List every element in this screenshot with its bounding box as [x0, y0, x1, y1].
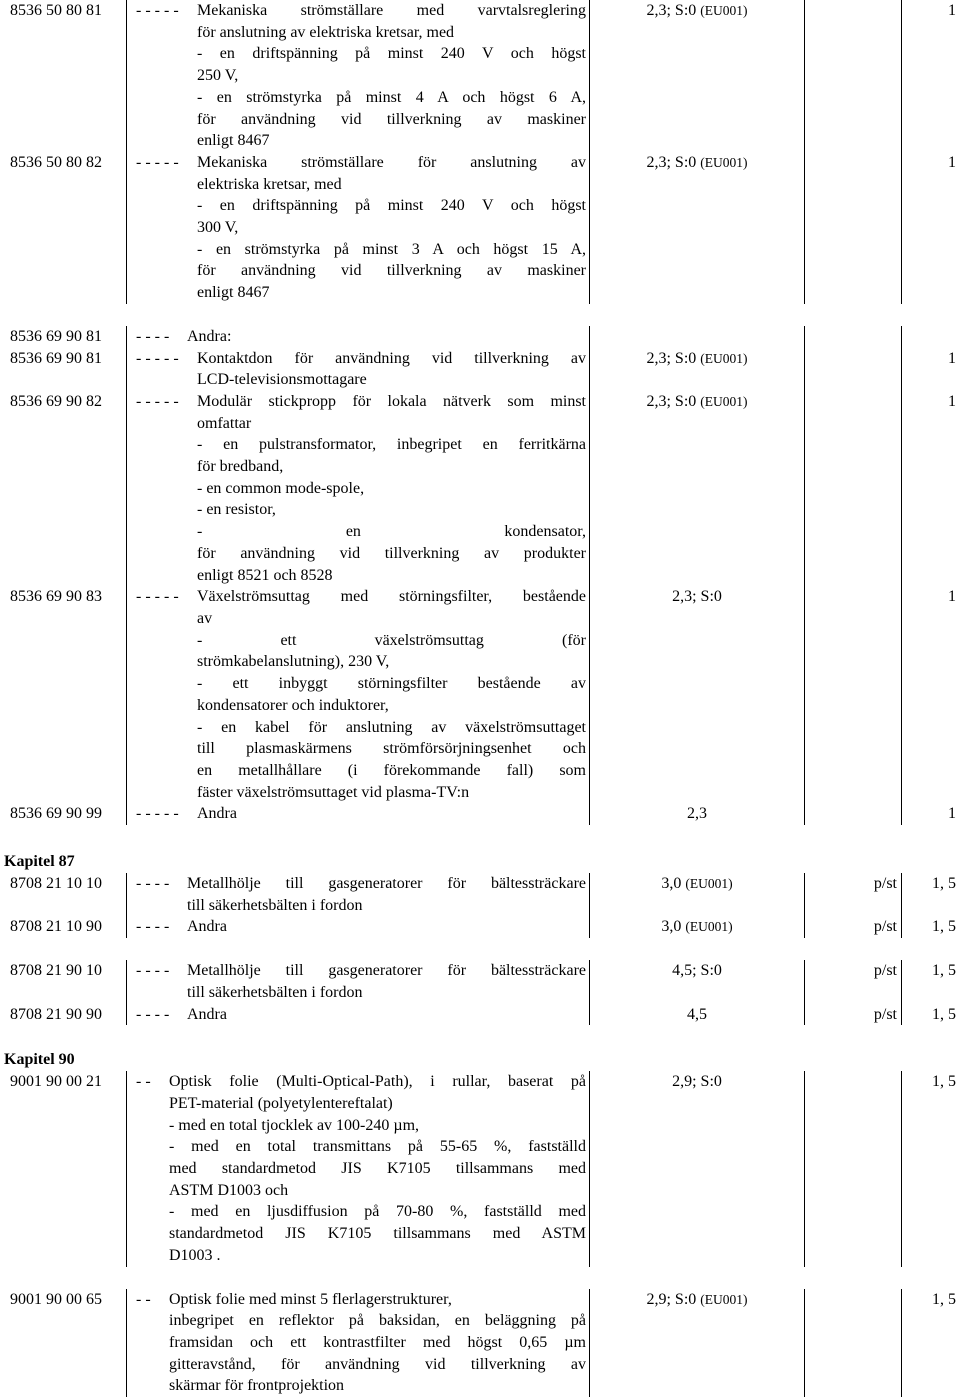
- description-line: till säkerhetsbälten i fordon: [187, 896, 363, 914]
- description-line: - en driftspänning på minst 240 V och högst: [197, 197, 586, 215]
- description-line: fäster växelströmsuttaget vid plasma-TV:n: [197, 783, 470, 801]
- condition-code: 1: [901, 803, 960, 825]
- description-cell: [126, 348, 589, 391]
- description-line: - ett inbyggt störningsfilter bestående av: [197, 675, 586, 693]
- table-row: [0, 152, 960, 304]
- description-line: enligt 8467: [197, 284, 270, 302]
- description-line: - en kondensator,: [197, 523, 586, 541]
- indent-dashes: - - - -: [136, 918, 170, 936]
- indent-dashes: - - - - -: [136, 153, 179, 171]
- description-line: Mekaniska strömställare för anslutning av: [197, 153, 586, 171]
- duty-rate-value: 4,5: [687, 1005, 707, 1023]
- condition-code: 1, 5: [901, 1289, 960, 1398]
- description-line: Andra: [197, 805, 237, 823]
- supplementary-unit: [804, 152, 901, 304]
- commodity-code: 8536 69 90 81: [10, 349, 102, 367]
- description-cell: [126, 873, 589, 916]
- duty-rate: [589, 586, 804, 803]
- chapter-heading-90: Kapitel 90: [4, 1051, 75, 1069]
- description-line: inbegripet en reflektor på baksidan, en beläggning på: [169, 1312, 586, 1330]
- commodity-code: 8708 21 10 90: [10, 918, 102, 936]
- description-line: Optisk folie (Multi-Optical-Path), i rullar, baserat på: [169, 1073, 586, 1091]
- section-9001: [0, 1071, 960, 1397]
- description-line: Andra: [187, 918, 227, 936]
- table-row: [0, 1004, 960, 1026]
- description-line: en metallhållare (i förekommande fall) som: [197, 761, 586, 779]
- condition-code: [901, 326, 960, 348]
- condition-code: 1, 5: [901, 1071, 960, 1266]
- description-line: gitteravstånd, för användning vid tillverkning av: [169, 1355, 586, 1373]
- duty-rate-value: 2,3; S:0: [646, 2, 697, 19]
- description-line: - med en total transmittans på 55-65 %, fastställd: [169, 1138, 586, 1156]
- duty-rate-value: 2,3: [687, 805, 707, 823]
- duty-rate-value: 2,3; S:0: [646, 349, 697, 367]
- duty-rate: [589, 803, 804, 825]
- table-row: [0, 1071, 960, 1266]
- commodity-code: 9001 90 00 21: [10, 1073, 102, 1091]
- duty-rate-value: 3,0: [661, 918, 682, 936]
- commodity-code: 8536 50 80 81: [10, 2, 102, 19]
- condition-code: 1: [901, 391, 960, 586]
- description-line: strömkabelanslutning), 230 V,: [197, 653, 390, 671]
- commodity-code: 8536 69 90 99: [10, 805, 102, 823]
- description-line: standardmetod JIS K7105 tillsammans med ASTM: [169, 1225, 586, 1243]
- description-line: till säkerhetsbälten i fordon: [187, 983, 363, 1001]
- description-line: LCD-televisionsmottagare: [197, 371, 367, 389]
- description-line: elektriska kretsar, med: [197, 175, 342, 193]
- supplementary-unit: p/st: [804, 873, 901, 916]
- description-line: för användning vid tillverkning av maskiner: [197, 262, 586, 280]
- duty-rate-note: (EU001): [685, 919, 733, 935]
- duty-rate-note: (EU001): [700, 154, 748, 170]
- indent-dashes: - - - - -: [136, 392, 179, 410]
- indent-dashes: - - - -: [136, 962, 170, 980]
- description-cell: [126, 1289, 589, 1398]
- description-line: Metallhölje till gasgeneratorer för bältessträckare: [187, 962, 586, 980]
- duty-rate: [589, 391, 804, 586]
- commodity-code: 8708 21 90 90: [10, 1005, 102, 1023]
- supplementary-unit: [804, 803, 901, 825]
- duty-rate: [589, 916, 804, 938]
- duty-rate-note: (EU001): [700, 350, 748, 366]
- duty-rate-value: 2,3; S:0: [646, 392, 697, 410]
- indent-dashes: - - - -: [136, 1005, 170, 1023]
- supplementary-unit: p/st: [804, 960, 901, 1003]
- description-cell: [126, 586, 589, 803]
- description-line: Kontaktdon för användning vid tillverkning av: [197, 349, 586, 367]
- condition-code: 1, 5: [901, 873, 960, 916]
- indent-dashes: - - - - -: [136, 349, 179, 367]
- description-line: 300 V,: [197, 219, 239, 237]
- duty-rate: [589, 348, 804, 391]
- description-cell: [126, 391, 589, 586]
- duty-rate-value: 3,0: [661, 875, 682, 893]
- description-line: omfattar: [197, 414, 252, 432]
- supplementary-unit: [804, 1289, 901, 1398]
- description-line: kondensatorer och induktorer,: [197, 696, 389, 714]
- duty-rate: [589, 960, 804, 1003]
- description-line: Andra:: [187, 327, 232, 345]
- duty-rate-value: 2,3; S:0: [672, 588, 722, 606]
- duty-rate: [589, 326, 804, 348]
- table-row: [0, 1289, 960, 1398]
- description-line: ASTM D1003 och: [169, 1181, 289, 1199]
- indent-dashes: - - - - -: [136, 588, 179, 606]
- description-line: - en common mode-spole,: [197, 479, 365, 497]
- description-line: enligt 8467: [197, 132, 270, 150]
- description-line: av: [197, 609, 213, 627]
- duty-rate-note: (EU001): [685, 876, 733, 892]
- supplementary-unit: [804, 0, 901, 152]
- description-cell: [126, 1004, 589, 1026]
- condition-code: 1: [901, 0, 960, 152]
- indent-dashes: - - - - -: [136, 805, 179, 823]
- duty-rate-value: 4,5; S:0: [672, 962, 722, 980]
- description-line: enligt 8521 och 8528: [197, 566, 333, 584]
- description-cell: [126, 960, 589, 1003]
- supplementary-unit: [804, 1071, 901, 1266]
- description-line: - en strömstyrka på minst 3 A och högst 15 A,: [197, 240, 586, 258]
- commodity-code: 9001 90 00 65: [10, 1290, 102, 1308]
- description-line: framsidan och ett kontrastfilter med högst 0,65 µm: [169, 1333, 586, 1351]
- commodity-code: 8708 21 10 10: [10, 875, 102, 893]
- table-row: [0, 586, 960, 803]
- description-line: - med en total tjocklek av 100-240 µm,: [169, 1116, 420, 1134]
- section-8708: [0, 873, 960, 1025]
- description-line: Modulär stickpropp för lokala nätverk som minst: [197, 392, 586, 410]
- description-line: - med en ljusdiffusion på 70-80 %, fastställd med: [169, 1203, 586, 1221]
- condition-code: 1: [901, 586, 960, 803]
- indent-dashes: - - - -: [136, 875, 170, 893]
- description-line: till plasmaskärmens strömförsörjningsenhet och: [197, 740, 586, 758]
- description-line: för bredband,: [197, 458, 284, 476]
- table-row: [0, 391, 960, 586]
- description-line: Andra: [187, 1005, 227, 1023]
- description-line: - en resistor,: [197, 501, 276, 519]
- table-row: [0, 960, 960, 1003]
- supplementary-unit: p/st: [804, 916, 901, 938]
- duty-rate: [589, 1004, 804, 1026]
- condition-code: 1: [901, 152, 960, 304]
- duty-rate: [589, 1071, 804, 1266]
- table-row: [0, 348, 960, 391]
- description-line: Optisk folie med minst 5 flerlagerstrukturer,: [169, 1290, 452, 1308]
- description-cell: [126, 152, 589, 304]
- table-row: [0, 916, 960, 938]
- supplementary-unit: [804, 348, 901, 391]
- description-line: Mekaniska strömställare med varvtalsreglering: [197, 2, 586, 19]
- description-line: D1003 .: [169, 1246, 221, 1264]
- commodity-code: 8536 69 90 82: [10, 392, 102, 410]
- commodity-code: 8536 69 90 83: [10, 588, 102, 606]
- description-line: för anslutning av elektriska kretsar, med: [197, 23, 455, 41]
- description-line: skärmar för frontprojektion: [169, 1377, 345, 1395]
- supplementary-unit: [804, 391, 901, 586]
- commodity-code: 8536 50 80 82: [10, 153, 102, 171]
- commodity-code: 8708 21 90 10: [10, 962, 102, 980]
- table-row: [0, 803, 960, 825]
- indent-dashes: - - - -: [136, 327, 170, 345]
- description-line: med standardmetod JIS K7105 tillsammans med: [169, 1160, 586, 1178]
- condition-code: 1: [901, 348, 960, 391]
- description-cell: [126, 916, 589, 938]
- description-line: - ett växelströmsuttag (för: [197, 631, 586, 649]
- duty-rate-value: 2,9; S:0: [646, 1290, 697, 1308]
- commodity-code: 8536 69 90 81: [10, 327, 102, 345]
- chapter-heading-87: Kapitel 87: [4, 853, 75, 871]
- supplementary-unit: [804, 326, 901, 348]
- duty-rate: [589, 873, 804, 916]
- description-line: för användning vid tillverkning av produkter: [197, 544, 586, 562]
- duty-rate: [589, 152, 804, 304]
- condition-code: 1, 5: [901, 916, 960, 938]
- description-line: Metallhölje till gasgeneratorer för bältessträckare: [187, 875, 586, 893]
- indent-dashes: - -: [136, 1073, 151, 1091]
- supplementary-unit: p/st: [804, 1004, 901, 1026]
- description-line: - en driftspänning på minst 240 V och högst: [197, 45, 586, 63]
- condition-code: 1, 5: [901, 960, 960, 1003]
- description-line: - en kabel för anslutning av växelströmsuttaget: [197, 718, 586, 736]
- duty-rate-note: (EU001): [700, 393, 748, 409]
- supplementary-unit: [804, 586, 901, 803]
- description-cell: [126, 0, 589, 152]
- duty-rate: [589, 1289, 804, 1398]
- description-cell: [126, 326, 589, 348]
- table-row: [0, 0, 960, 152]
- description-line: 250 V,: [197, 67, 239, 85]
- description-cell: [126, 803, 589, 825]
- description-line: PET-material (polyetylentereftalat): [169, 1094, 393, 1112]
- duty-rate-value: 2,9; S:0: [672, 1073, 722, 1091]
- table-row: [0, 873, 960, 916]
- description-line: - en pulstransformator, inbegripet en ferritkärna: [197, 436, 586, 454]
- duty-rate-note: (EU001): [700, 3, 748, 18]
- description-line: för användning vid tillverkning av maskiner: [197, 110, 586, 128]
- indent-dashes: - - - - -: [136, 2, 179, 19]
- condition-code: 1, 5: [901, 1004, 960, 1026]
- description-cell: [126, 1071, 589, 1266]
- description-line: - en strömstyrka på minst 4 A och högst 6 A,: [197, 88, 586, 106]
- duty-rate-note: (EU001): [700, 1291, 748, 1307]
- duty-rate-value: 2,3; S:0: [646, 153, 697, 171]
- table-row: [0, 326, 960, 348]
- description-line: Växelströmsuttag med störningsfilter, bestående: [197, 588, 586, 606]
- indent-dashes: - -: [136, 1290, 151, 1308]
- duty-rate: [589, 0, 804, 152]
